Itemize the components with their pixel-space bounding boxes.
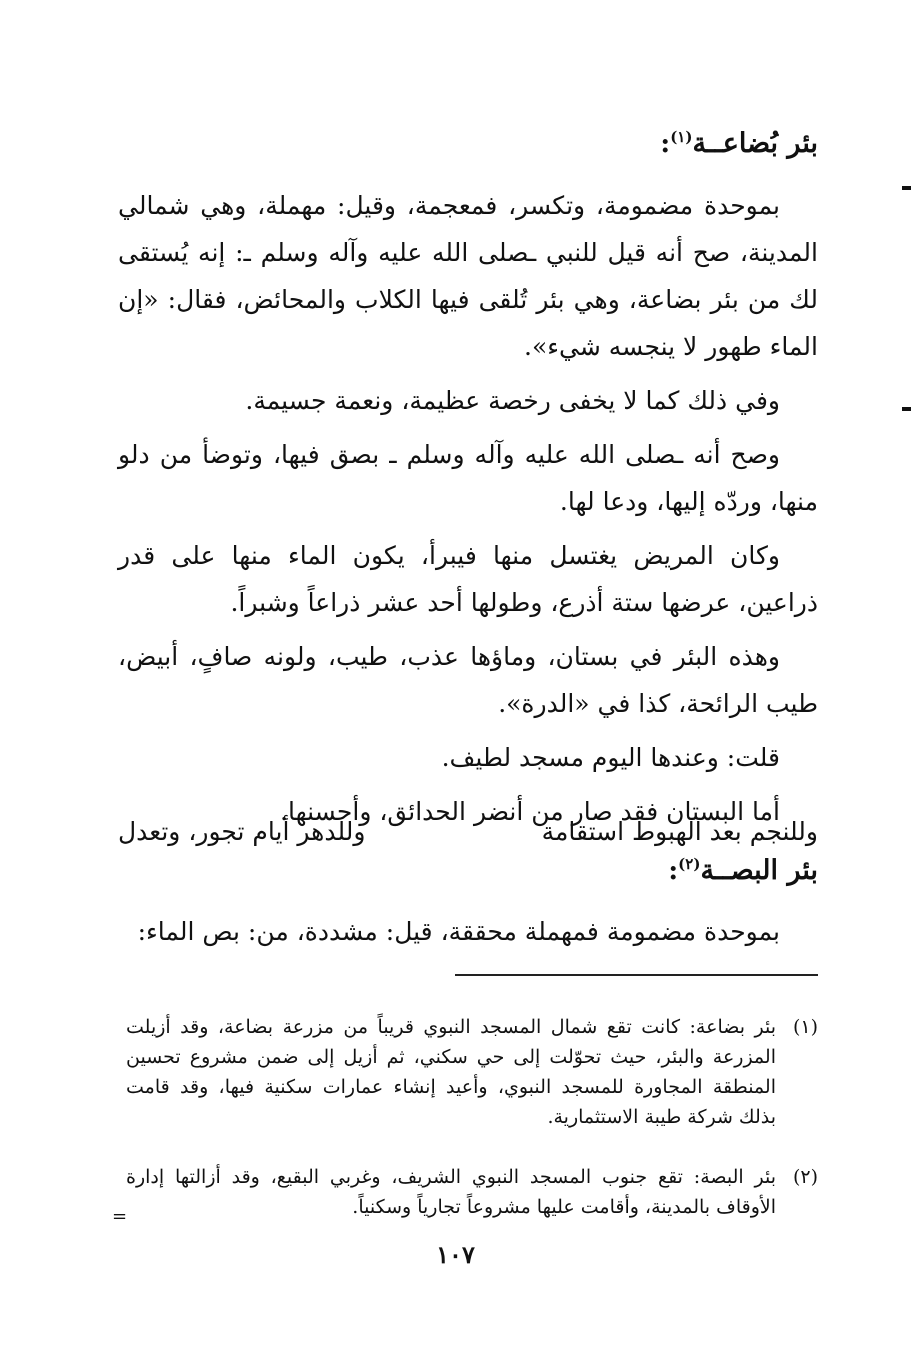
paragraph: قلت: وعندها اليوم مسجد لطيف. (441, 743, 780, 772)
paragraph: وصح أنه ـصلى الله عليه وآله وسلم ـ بصق فيها، وتوضأ من دلو منها، وردّه إليها، ودعا لها. (118, 440, 818, 516)
paragraph: وفي ذلك كما لا يخفى رخصة عظيمة، ونعمة جسيمة. (245, 386, 780, 415)
body-text-2 (118, 908, 818, 962)
heading-text: بئر البصــة (700, 855, 818, 886)
footnote-number: (٢) (792, 1166, 818, 1188)
scan-edge-mark (902, 407, 911, 411)
scan-edge-mark (902, 186, 911, 190)
footnote-1 (118, 1012, 818, 1132)
heading-text: بئر بُضاعــة (692, 128, 818, 159)
paragraph: وهذه البئر في بستان، وماؤها عذب، طيب، ولونه صافٍ، أبيض، طيب الرائحة، كذا في «الدرة». (118, 642, 818, 718)
paragraph: بموحدة مضمومة، وتكسر، فمعجمة، وقيل: مهملة، وهي شمالي المدينة، صح أنه قيل للنبي ـصلى الله عليه وآله وسلم ـ: إنه يُستقى لك من بئر بضاعة، وهي بئر تُلقى فيها الكلاب والمحائض، فقال: «إن الماء طهور لا ينجسه شيء». (118, 191, 818, 361)
verse-second-hemistich: وللدهر أيام تجور، وتعدل (118, 817, 366, 846)
footnote-number: (١) (792, 1016, 818, 1038)
section-heading-budaa (660, 128, 818, 159)
footnote-text: بئر بضاعة: كانت تقع شمال المسجد النبوي قريباً من مزرعة بضاعة، وقد أزيلت المزرعة والبئر، حيث تحوّلت إلى حي سكني، ثم أزيل إلى ضمن مشروع تحسين المنطقة المجاورة للمسجد النبوي، وأعيد إنشاء عمارات سكنية فيها، وقد قامت بذلك شركة طيبة الاستثمارية. (126, 1016, 776, 1128)
heading-colon: : (668, 855, 679, 886)
section-heading-bassa (668, 855, 818, 886)
poetry-verse (118, 808, 818, 855)
heading-colon: : (660, 128, 671, 159)
page-number: ١٠٧ (436, 1240, 475, 1269)
paragraph: وكان المريض يغتسل منها فيبرأ، يكون الماء منها على قدر ذراعين، عرضها ستة أذرع، وطولها أحد عشر ذراعاً وشبراً. (118, 541, 818, 617)
footnote-2 (118, 1162, 818, 1222)
body-text (118, 182, 818, 842)
paragraph: بموحدة مضمومة فمهملة محققة، قيل: مشددة، من: بص الماء: (137, 917, 780, 946)
footnote-separator (455, 974, 818, 976)
footnote-ref: (٢) (678, 855, 701, 873)
verse-first-hemistich: وللنجم بعد الهبوط استقامة (541, 817, 818, 846)
footnote-ref: (١) (670, 128, 693, 146)
continuation-mark: = (112, 1206, 128, 1227)
paragraph: أما البستان فقد صار من أنضر الحدائق، وأحسنها. (280, 797, 780, 826)
footnote-text: بئر البصة: تقع جنوب المسجد النبوي الشريف، وغربي البقيع، وقد أزالتها إدارة الأوقاف بالمدينة، وأقامت عليها مشروعاً تجارياً وسكنياً. (126, 1166, 776, 1218)
